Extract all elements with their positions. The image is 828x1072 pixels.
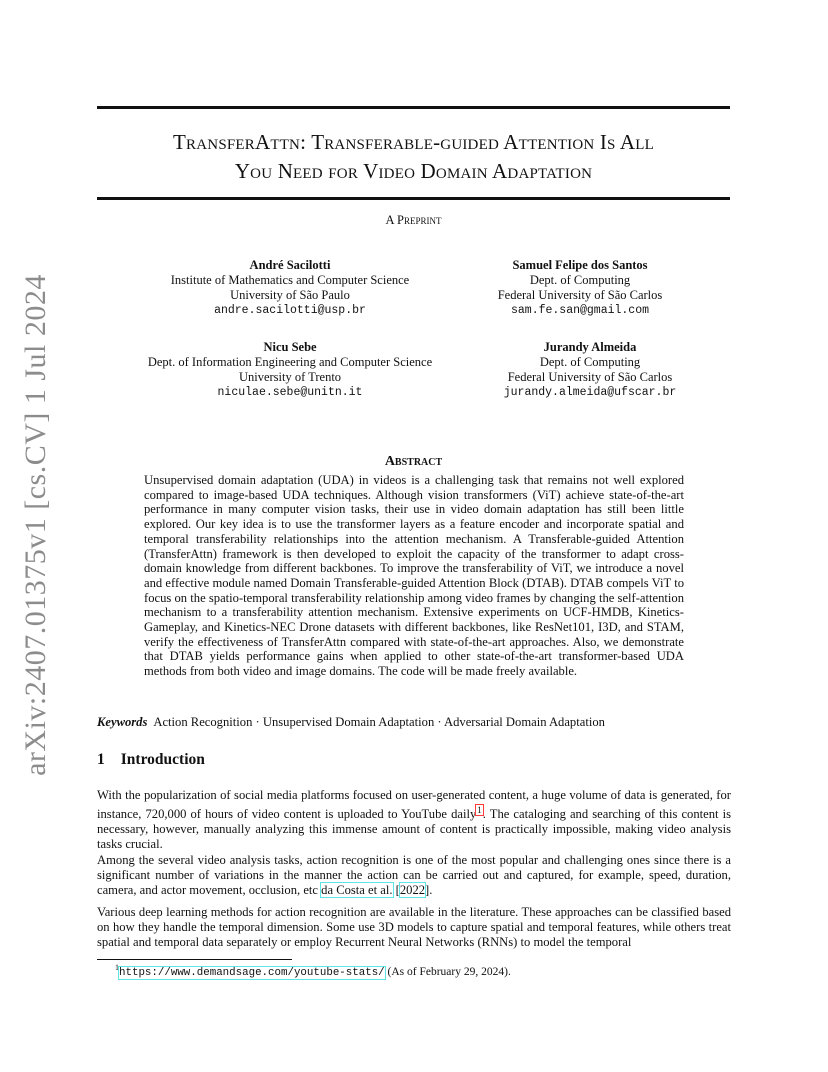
abstract-body: Unsupervised domain adaptation (UDA) in videos is a challenging task that remains not well explored compared to image-based UDA techniques. Although vision transformers (ViT) achieve state-of-the-art performance in many computer vision tasks, their use in video domain adaptation has still been little explored. Our key idea is to use the transformer layers as a feature encoder and incorporate spatial and temporal transferability relationships into the attention mechanism. A Transferable-guided Attention (TransferAttn) framework is then developed to exploit the capacity of the transformer to adapt cross-domain knowledge from different backbones. To improve the transferability of ViT, we introduce a novel and effective module named Domain Transferable-guided Attention Block (DTAB). DTAB compels ViT to focus on the spatio-temporal transferability relationship among video frames by changing the self-attention mechanism to a transferability attention mechanism. Extensive experiments on UCF-HMDB, Kinetics-Gameplay, and Kinetics-NEC Drone datasets with different backbones, like ResNet101, I3D, and STAM, verify the effectiveness of TransferAttn compared with state-of-the-art approaches. Also, we demonstrate that DTAB yields performance gains when applied to other state-of-the-art transformer-based UDA methods from both video and image domains. The code will be made freely available. — [144, 473, 684, 679]
footnote-link[interactable]: 1 — [477, 804, 482, 815]
author-university: University of São Paulo — [230, 288, 350, 302]
author-block — [150, 258, 430, 318]
paragraph-text: . The cataloging and searching of this content is necessary, however, manually analyzing this immense amount of content is practically impossible, making video analysis tasks crucial. — [97, 806, 731, 851]
title-line-1: TransferAttn: Transferable-guided Attention Is All — [173, 130, 654, 154]
author-block — [130, 340, 450, 400]
author-affiliation: Institute of Mathematics and Computer Science — [170, 273, 410, 287]
footnote-url-link[interactable]: https://www.demandsage.com/youtube-stats/ — [119, 966, 385, 979]
title-bottom-rule — [97, 197, 730, 200]
title-top-rule — [97, 106, 730, 109]
intro-paragraph-3: Various deep learning methods for action recognition are available in the literature. These approaches can be classified based on how they handle the temporal dimension. Some use 3D models to capture spatial and temporal features, while others treat spatial and temporal data separately or employ Recurrent Neural Networks (RNNs) to model the temporal — [97, 905, 731, 949]
author-email: sam.fe.san@gmail.com — [510, 304, 650, 317]
author-block — [470, 258, 690, 318]
abstract-heading: Abstract — [384, 454, 443, 469]
keywords-label: Keywords — [97, 715, 148, 729]
section-heading — [97, 751, 205, 769]
footnote-mark: 1 — [115, 963, 119, 972]
author-university: University of Trento — [238, 370, 342, 384]
author-name: Jurandy Almeida — [543, 340, 637, 354]
intro-paragraph-2: Among the several video analysis tasks, action recognition is one of the most popular and challenging ones since there is a significant number of variations in the manner the action can be carried out and captured, for example, speed, duration, camera, and actor movement, occlusion, etc da Costa et al. [2022]. — [97, 853, 731, 897]
citation-year-link[interactable]: 2022 — [399, 882, 426, 897]
footnote-rule — [97, 959, 292, 960]
keywords-line — [97, 715, 730, 730]
preprint-label: A Preprint — [385, 213, 442, 227]
intro-paragraph-1 — [97, 788, 731, 851]
author-email: andre.sacilotti@usp.br — [214, 304, 366, 317]
section-number: 1 — [97, 751, 105, 768]
author-name: Nicu Sebe — [263, 340, 317, 354]
author-university: Federal University of São Carlos — [497, 288, 663, 302]
title-line-2: You Need for Video Domain Adaptation — [234, 159, 593, 183]
author-affiliation: Dept. of Information Engineering and Computer Science — [147, 355, 433, 369]
author-name: André Sacilotti — [249, 258, 331, 272]
author-block — [480, 340, 700, 400]
paragraph-text: . — [429, 882, 433, 897]
author-email: jurandy.almeida@ufscar.br — [503, 386, 677, 399]
keywords-text: Action Recognition · Unsupervised Domain Adaptation · Adversarial Domain Adaptation — [153, 715, 605, 729]
author-university: Federal University of São Carlos — [507, 370, 673, 384]
section-title: Introduction — [120, 751, 205, 768]
arxiv-stamp: arXiv:2407.01375v1 [cs.CV] 1 Jul 2024 — [19, 274, 52, 776]
author-email: niculae.sebe@unitn.it — [217, 386, 363, 399]
author-affiliation: Dept. of Computing — [529, 273, 631, 287]
author-name: Samuel Felipe dos Santos — [512, 258, 648, 272]
footnote — [115, 963, 511, 979]
paragraph-text: Among the several video analysis tasks, action recognition is one of the most popular and challenging ones since there is a significant number of variations in the manner the action can be carried out and captured, for example, speed, duration, camera, and actor movement, occlusion, etc — [97, 853, 731, 897]
paper-title — [97, 128, 730, 186]
citation-link[interactable]: da Costa et al. — [321, 882, 393, 897]
paragraph-text: With the popularization of social media platforms focused on user-generated content, a huge volume of data is generated, for instance, 720,000 of hours of video content is uploaded to YouTube daily — [97, 788, 731, 821]
footnote-text: (As of February 29, 2024). — [384, 965, 511, 978]
author-affiliation: Dept. of Computing — [539, 355, 641, 369]
